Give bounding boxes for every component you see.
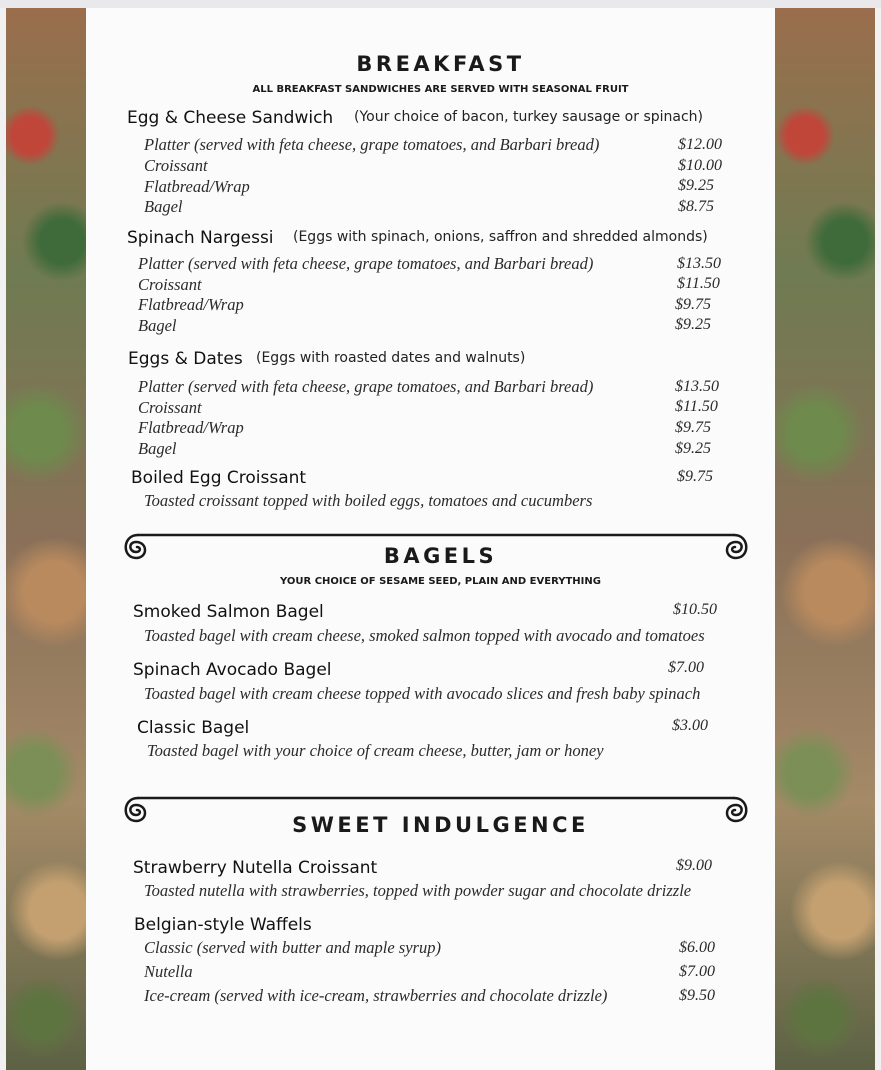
option-price: $13.50 <box>677 255 721 272</box>
item-description: Toasted bagel with cream cheese topped with avocado slices and fresh baby spinach <box>144 684 701 703</box>
item-price: $3.00 <box>672 717 708 734</box>
item-name: Spinach Avocado Bagel <box>133 660 332 680</box>
section-title-bagels: BAGELS <box>383 544 498 568</box>
option-price: $7.00 <box>679 963 715 980</box>
option-label: Platter (served with feta cheese, grape tomatoes, and Barbari bread) <box>138 254 594 273</box>
item-name: Boiled Egg Croissant <box>131 468 307 488</box>
food-photo-right <box>775 8 875 1070</box>
section-subtitle-breakfast: ALL BREAKFAST SANDWICHES ARE SERVED WITH SEASONAL FRUIT <box>252 84 629 95</box>
option-price: $13.50 <box>675 378 719 395</box>
section-title-breakfast: BREAKFAST <box>356 52 525 76</box>
option-price: $9.50 <box>679 987 715 1004</box>
section-subtitle-bagels: YOUR CHOICE OF SESAME SEED, PLAIN AND EVERYTHING <box>280 576 601 587</box>
option-label: Classic (served with butter and maple syrup) <box>144 938 441 957</box>
option-label: Flatbread/Wrap <box>144 177 250 196</box>
option-label: Croissant <box>138 398 202 417</box>
item-name: Egg & Cheese Sandwich <box>127 108 334 128</box>
option-label: Bagel <box>144 197 183 216</box>
item-description: Toasted nutella with strawberries, topped with powder sugar and chocolate drizzle <box>144 881 692 900</box>
option-price: $9.25 <box>678 177 714 194</box>
item-name: Classic Bagel <box>137 718 250 738</box>
item-name: Eggs & Dates <box>128 349 243 369</box>
option-label: Bagel <box>138 316 177 335</box>
item-description: Toasted croissant topped with boiled eggs, tomatoes and cucumbers <box>144 491 593 510</box>
section-title-sweet: SWEET INDULGENCE <box>292 813 589 837</box>
item-name: Belgian-style Waffels <box>134 915 312 935</box>
option-price: $6.00 <box>679 939 715 956</box>
option-label: Platter (served with feta cheese, grape tomatoes, and Barbari bread) <box>138 377 594 396</box>
option-label: Croissant <box>138 275 202 294</box>
item-name: Spinach Nargessi <box>127 228 274 248</box>
option-label: Flatbread/Wrap <box>138 418 244 437</box>
option-price: $9.75 <box>675 419 711 436</box>
option-price: $10.00 <box>678 157 722 174</box>
page-top-bar <box>0 0 881 8</box>
item-price: $9.00 <box>676 857 712 874</box>
option-price: $12.00 <box>678 136 722 153</box>
option-price: $9.25 <box>675 316 711 333</box>
item-description: Toasted bagel with your choice of cream cheese, butter, jam or honey <box>147 741 604 760</box>
option-price: $9.75 <box>675 296 711 313</box>
item-name: Strawberry Nutella Croissant <box>133 858 378 878</box>
item-price: $7.00 <box>668 659 704 676</box>
option-label: Ice-cream (served with ice-cream, strawberries and chocolate drizzle) <box>144 986 608 1005</box>
option-price: $9.25 <box>675 440 711 457</box>
item-price: $9.75 <box>677 468 713 485</box>
item-name: Smoked Salmon Bagel <box>133 602 324 622</box>
option-label: Croissant <box>144 156 208 175</box>
option-label: Flatbread/Wrap <box>138 295 244 314</box>
option-price: $11.50 <box>675 398 718 415</box>
option-label: Nutella <box>144 962 193 981</box>
option-price: $8.75 <box>678 198 714 215</box>
item-note: (Your choice of bacon, turkey sausage or spinach) <box>354 109 704 125</box>
item-price: $10.50 <box>673 601 717 618</box>
option-label: Bagel <box>138 439 177 458</box>
food-photo-left <box>6 8 86 1070</box>
item-description: Toasted bagel with cream cheese, smoked salmon topped with avocado and tomatoes <box>144 626 705 645</box>
item-note: (Eggs with spinach, onions, saffron and shredded almonds) <box>293 229 708 245</box>
item-note: (Eggs with roasted dates and walnuts) <box>256 350 526 366</box>
option-price: $11.50 <box>677 275 720 292</box>
option-label: Platter (served with feta cheese, grape tomatoes, and Barbari bread) <box>144 135 600 154</box>
